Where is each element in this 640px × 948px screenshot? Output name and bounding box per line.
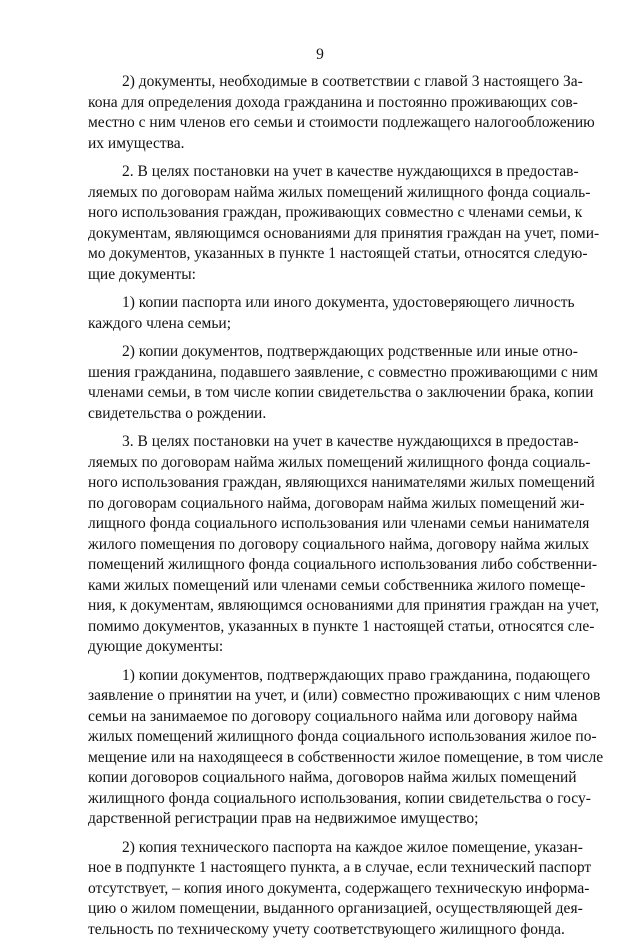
paragraph-documents-income: 2) документы, необходимые в соответствии с главой 3 настоящего За- кона для определения дохода гражданина и постоянно проживающих сов- местно с ним членов его семьи и стоимости подлежащего налогообложению их имущества. — [88, 73, 595, 152]
page-number: 9 — [316, 46, 324, 63]
paragraph-clause-3-item-2: 2) копия технического паспорта на каждое жилое помещение, указан- ное в подпункте 1 настоящего пункта, а в случае, если технический паспорт отсутствует, – копия иного документа, содержащего техническую информа- цию о жилом помещении, выданного организацией, осуществляющей дея- тельность по техническому учету соответствующего жилищного фонда. — [88, 838, 592, 938]
paragraph-clause-2-item-2: 2) копии документов, подтверждающих родственные или иные отно- шения гражданина, подавшего заявление, с совместно проживающими с ним членами семьи, в том числе копии свидетельства о заключении брака, копии свидетельства о рождении. — [88, 343, 598, 422]
document-body — [88, 72, 604, 948]
paragraph-clause-3: 3. В целях постановки на учет в качестве нуждающихся в предостав- ляемых по договорам найма жилых помещений жилищного фонда социаль- ного использования граждан, являющихся нанимателями жилых помещений по договорам социального найма, договорам найма жилых помещений жи- лищного фонда социального использования или членами семьи нанимателя жилого помещения по договору социального найма, договору найма жилых помещений жилищного фонда социального использования либо собственни- ками жилых помещений или членами семьи собственника жилого помеще- ния, к документам, являющимся основаниями для принятия граждан на учет, помимо документов, указанных в пункте 1 настоящей статьи, относятся сле- дующие документы: — [88, 433, 600, 655]
paragraph-clause-2-item-1: 1) копии паспорта или иного документа, удостоверяющего личность каждого члена семьи; — [88, 294, 575, 332]
paragraph-clause-2: 2. В целях постановки на учет в качестве нуждающихся в предостав- ляемых по договорам найма жилых помещений жилищного фонда социаль- ного использования граждан, проживающих совместно с членами семьи, к документам, являющимся основаниями для принятия граждан на учет, поми- мо документов, указанных в пункте 1 настоящей статьи, относятся следую- щие документы: — [88, 163, 600, 283]
paragraph-clause-3-item-1: 1) копии документов, подтверждающих право гражданина, подающего заявление о принятии на учет, и (или) совместно проживающих с ним членов семьи на занимаемое по договору социального найма или договору найма жилых помещений жилищного фонда социального использования жилое по- мещение или на находящееся в собственности жилое помещение, в том числе копии договоров социального найма, договоров найма жилых помещений жилищного фонда социального использования, копии свидетельства о госу- дарственной регистрации прав на недвижимое имущество; — [88, 666, 604, 827]
